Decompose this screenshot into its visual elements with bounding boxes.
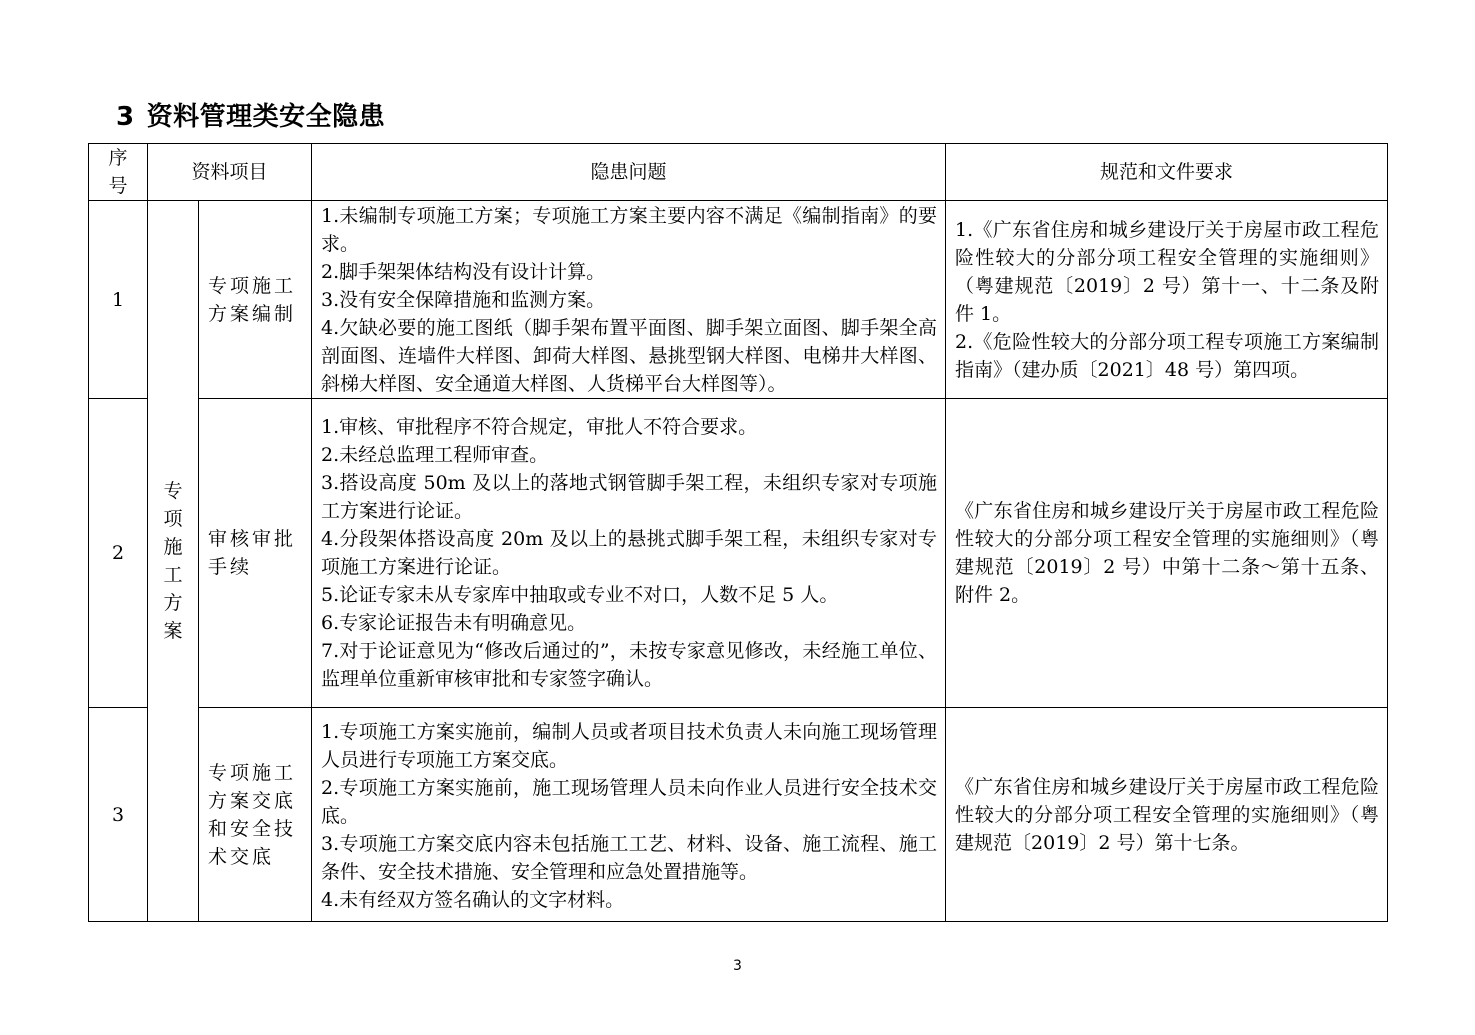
category-char: 专 (163, 480, 183, 502)
category-char: 方 (163, 592, 183, 614)
header-seq-line-2: 号 (108, 175, 128, 197)
issue-line: 1.未编制专项施工方案；专项施工方案主要内容不满足《编制指南》的要求。 (321, 205, 938, 255)
table-row (89, 708, 1388, 922)
issue-line: 2.专项施工方案实施前，施工现场管理人员未向作业人员进行安全技术交底。 (321, 777, 938, 827)
row-item: 专项施工方案交底和安全技术交底 (199, 708, 312, 922)
issue-line: 1.审核、审批程序不符合规定，审批人不符合要求。 (321, 416, 758, 438)
category-cell (148, 201, 199, 922)
issue-line: 4.未有经双方签名确认的文字材料。 (321, 889, 625, 911)
row-seq: 1 (89, 201, 148, 399)
row-requirements (946, 708, 1388, 922)
table-row (89, 201, 1388, 399)
issue-line: 5.论证专家未从专家库中抽取或专业不对口，人数不足 5 人。 (321, 584, 839, 606)
row-issues (312, 201, 946, 399)
section-title: 资料管理类安全隐患 (146, 102, 386, 132)
section-heading (116, 96, 385, 133)
requirement-line: 1.《广东省住房和城乡建设厅关于房屋市政工程危险性较大的分部分项工程安全管理的实施细则》（粤建规范〔2019〕2 号）第十一、十二条及附件 1。 (955, 218, 1380, 325)
header-requirements: 规范和文件要求 (946, 144, 1388, 201)
requirement-line: 《广东省住房和城乡建设厅关于房屋市政工程危险性较大的分部分项工程安全管理的实施细则》（粤建规范〔2019〕2 号）第十七条。 (955, 775, 1380, 854)
table-header-row (89, 144, 1388, 201)
issue-line: 3.专项施工方案交底内容未包括施工工艺、材料、设备、施工流程、施工条件、安全技术措施、安全管理和应急处置措施等。 (321, 833, 938, 883)
requirement-line: 《广东省住房和城乡建设厅关于房屋市政工程危险性较大的分部分项工程安全管理的实施细则》（粤建规范〔2019〕2 号）中第十二条～第十五条、附件 2。 (955, 500, 1380, 606)
category-char: 施 (163, 536, 183, 558)
issue-line: 6.专家论证报告未有明确意见。 (321, 612, 587, 634)
issue-line: 3.没有安全保障措施和监测方案。 (321, 289, 606, 311)
page-number: 3 (733, 958, 742, 974)
header-issues: 隐患问题 (312, 144, 946, 201)
issue-line: 3.搭设高度 50m 及以上的落地式钢管脚手架工程，未组织专家对专项施工方案进行论证。 (321, 472, 938, 522)
row-item: 审核审批手续 (199, 399, 312, 708)
row-seq: 3 (89, 708, 148, 922)
row-issues (312, 708, 946, 922)
header-seq (89, 144, 148, 201)
category-char: 项 (163, 508, 183, 530)
issue-line: 2.脚手架架体结构没有设计计算。 (321, 261, 606, 283)
header-item: 资料项目 (148, 144, 312, 201)
issue-line: 4.分段架体搭设高度 20m 及以上的悬挑式脚手架工程，未组织专家对专项施工方案进行论证。 (321, 528, 938, 578)
issue-line: 2.未经总监理工程师审查。 (321, 444, 549, 466)
section-number: 3 (116, 102, 135, 132)
row-requirements (946, 201, 1388, 399)
row-item: 专项施工方案编制 (199, 201, 312, 399)
requirement-line: 2.《危险性较大的分部分项工程专项施工方案编制指南》（建办质〔2021〕48 号）第四项。 (955, 330, 1380, 381)
table-row (89, 399, 1388, 708)
hazard-table (88, 143, 1388, 922)
issue-line: 1.专项施工方案实施前，编制人员或者项目技术负责人未向施工现场管理人员进行专项施工方案交底。 (321, 721, 938, 771)
category-char: 工 (163, 564, 183, 586)
category-char: 案 (163, 620, 183, 642)
row-requirements (946, 399, 1388, 708)
row-seq: 2 (89, 399, 148, 708)
row-issues (312, 399, 946, 708)
header-seq-line-1: 序 (108, 147, 128, 169)
issue-line: 4.欠缺必要的施工图纸（脚手架布置平面图、脚手架立面图、脚手架全高剖面图、连墙件大样图、卸荷大样图、悬挑型钢大样图、电梯井大样图、斜梯大样图、安全通道大样图、人货梯平台大样图等）。 (321, 317, 938, 395)
issue-line: 7.对于论证意见为“修改后通过的”，未按专家意见修改，未经施工单位、监理单位重新审核审批和专家签字确认。 (321, 640, 938, 690)
